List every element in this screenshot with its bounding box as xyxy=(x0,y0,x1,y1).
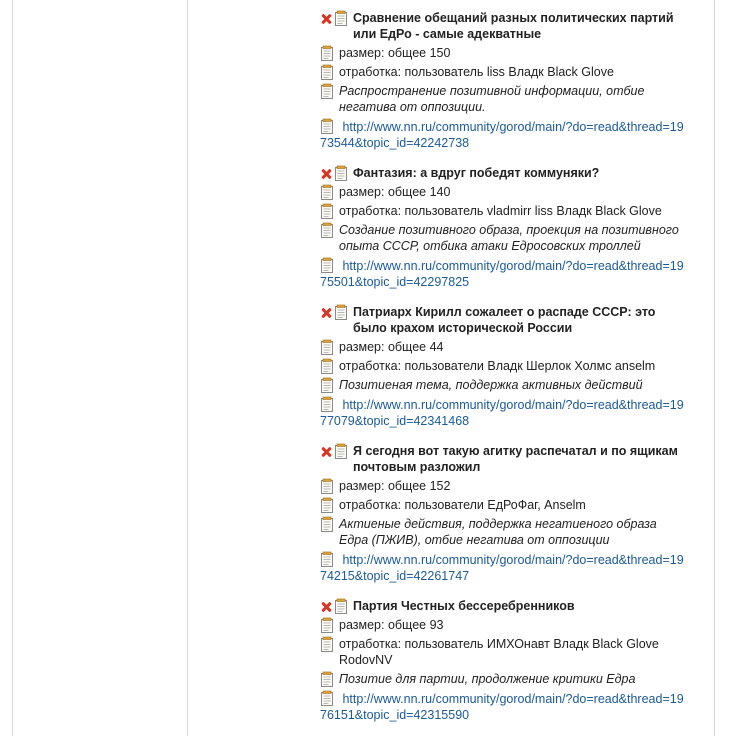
content-panel xyxy=(188,0,714,736)
topic-entry xyxy=(320,598,688,723)
content-right-border xyxy=(714,0,715,736)
notepad-icon xyxy=(320,690,334,706)
notepad-icon xyxy=(320,497,334,513)
entry-work: отработка: пользователь ИМХОнавт Владк Black Glove RodovNV xyxy=(339,637,659,667)
entry-title: Патриарх Кирилл сожалеет о распаде СССР: это было крахом исторической России xyxy=(353,305,656,335)
entry-link-row xyxy=(320,551,688,584)
topic-entry xyxy=(320,10,688,151)
delete-icon[interactable] xyxy=(320,446,332,458)
entry-note: Распространение позитивной информации, отбие негатива от оппозиции. xyxy=(339,84,645,114)
entry-note: Актиеные действия, поддержка негатиеного образа Едра (ПЖИВ), отбие негатива от оппозиции xyxy=(339,517,657,547)
entry-link-row xyxy=(320,257,688,290)
entry-note-row xyxy=(320,671,688,687)
entry-link[interactable]: http://www.nn.ru/community/gorod/main/?do=read&thread=1976151&topic_id=42315590 xyxy=(320,692,684,722)
topic-entry xyxy=(320,443,688,584)
notepad-icon xyxy=(320,45,334,61)
notepad-icon xyxy=(320,671,334,687)
entry-title: Фантазия: а вдруг победят коммуняки? xyxy=(353,166,600,180)
entry-size: размер: общее 44 xyxy=(339,340,444,354)
delete-icon[interactable] xyxy=(320,168,332,180)
notepad-icon xyxy=(334,443,348,459)
delete-icon[interactable] xyxy=(320,307,332,319)
entry-work-row xyxy=(320,636,688,668)
notepad-icon xyxy=(320,257,334,273)
notepad-icon xyxy=(320,118,334,134)
notepad-icon xyxy=(320,396,334,412)
entry-title: Сравнение обещаний разных политических партий или ЕдРо - самые адекватные xyxy=(353,11,674,41)
notepad-icon xyxy=(320,636,334,652)
entry-size: размер: общее 93 xyxy=(339,618,444,632)
entry-title-row xyxy=(320,304,688,336)
notepad-icon xyxy=(334,598,348,614)
entry-note-row xyxy=(320,377,688,393)
entry-size: размер: общее 150 xyxy=(339,46,451,60)
entry-size-row xyxy=(320,617,688,633)
notepad-icon xyxy=(334,10,348,26)
entry-size-row xyxy=(320,339,688,355)
entry-work: отработка: пользователь vladmirr liss Владк Black Glove xyxy=(339,204,662,218)
entry-work: отработка: пользователи ЕдРоФаг, Anselm xyxy=(339,498,586,512)
notepad-icon xyxy=(320,222,334,238)
entry-title-row xyxy=(320,443,688,475)
entry-work: отработка: пользователь liss Владк Black Glove xyxy=(339,65,614,79)
entry-link[interactable]: http://www.nn.ru/community/gorod/main/?do=read&thread=1973544&topic_id=42242738 xyxy=(320,120,684,150)
entry-size: размер: общее 140 xyxy=(339,185,451,199)
notepad-icon xyxy=(320,377,334,393)
topic-entry xyxy=(320,165,688,290)
delete-icon[interactable] xyxy=(320,13,332,25)
entry-work-row xyxy=(320,203,688,219)
entry-title-row xyxy=(320,598,688,614)
entry-title-row xyxy=(320,10,688,42)
entry-work-row xyxy=(320,497,688,513)
entry-note-row xyxy=(320,222,688,254)
notepad-icon xyxy=(320,478,334,494)
notepad-icon xyxy=(320,551,334,567)
delete-icon[interactable] xyxy=(320,601,332,613)
entry-note: Позитиеная тема, поддержка активных действий xyxy=(339,378,643,392)
entry-work-row xyxy=(320,358,688,374)
entry-size-row xyxy=(320,478,688,494)
entry-link-row xyxy=(320,396,688,429)
entry-size-row xyxy=(320,45,688,61)
entry-work: отработка: пользователи Владк Шерлок Холмс anselm xyxy=(339,359,656,373)
entry-work-row xyxy=(320,64,688,80)
notepad-icon xyxy=(334,304,348,320)
entry-link-row xyxy=(320,118,688,151)
entry-size: размер: общее 152 xyxy=(339,479,451,493)
entry-note: Создание позитивного образа, проекция на позитивного опыта СССР, отбика атаки Едросовских троллей xyxy=(339,223,679,253)
entry-title-row xyxy=(320,165,688,181)
entry-title: Я сегодня вот такую агитку распечатал и по ящикам почтовым разложил xyxy=(353,444,678,474)
notepad-icon xyxy=(320,64,334,80)
topic-entry xyxy=(320,304,688,429)
notepad-icon xyxy=(320,203,334,219)
notepad-icon xyxy=(320,339,334,355)
topic-list xyxy=(320,10,688,737)
entry-size-row xyxy=(320,184,688,200)
notepad-icon xyxy=(320,617,334,633)
notepad-icon xyxy=(320,358,334,374)
entry-link-row xyxy=(320,690,688,723)
entry-link[interactable]: http://www.nn.ru/community/gorod/main/?do=read&thread=1974215&topic_id=42261747 xyxy=(320,553,684,583)
entry-link[interactable]: http://www.nn.ru/community/gorod/main/?do=read&thread=1975501&topic_id=42297825 xyxy=(320,259,684,289)
entry-note: Позитие для партии, продолжение критики Едра xyxy=(339,672,636,686)
entry-note-row xyxy=(320,83,688,115)
left-border-line xyxy=(12,0,13,736)
entry-link[interactable]: http://www.nn.ru/community/gorod/main/?do=read&thread=1977079&topic_id=42341468 xyxy=(320,398,684,428)
notepad-icon xyxy=(320,516,334,532)
notepad-icon xyxy=(320,184,334,200)
entry-title: Партия Честных бессеребренников xyxy=(353,599,575,613)
entry-note-row xyxy=(320,516,688,548)
notepad-icon xyxy=(320,83,334,99)
notepad-icon xyxy=(334,165,348,181)
